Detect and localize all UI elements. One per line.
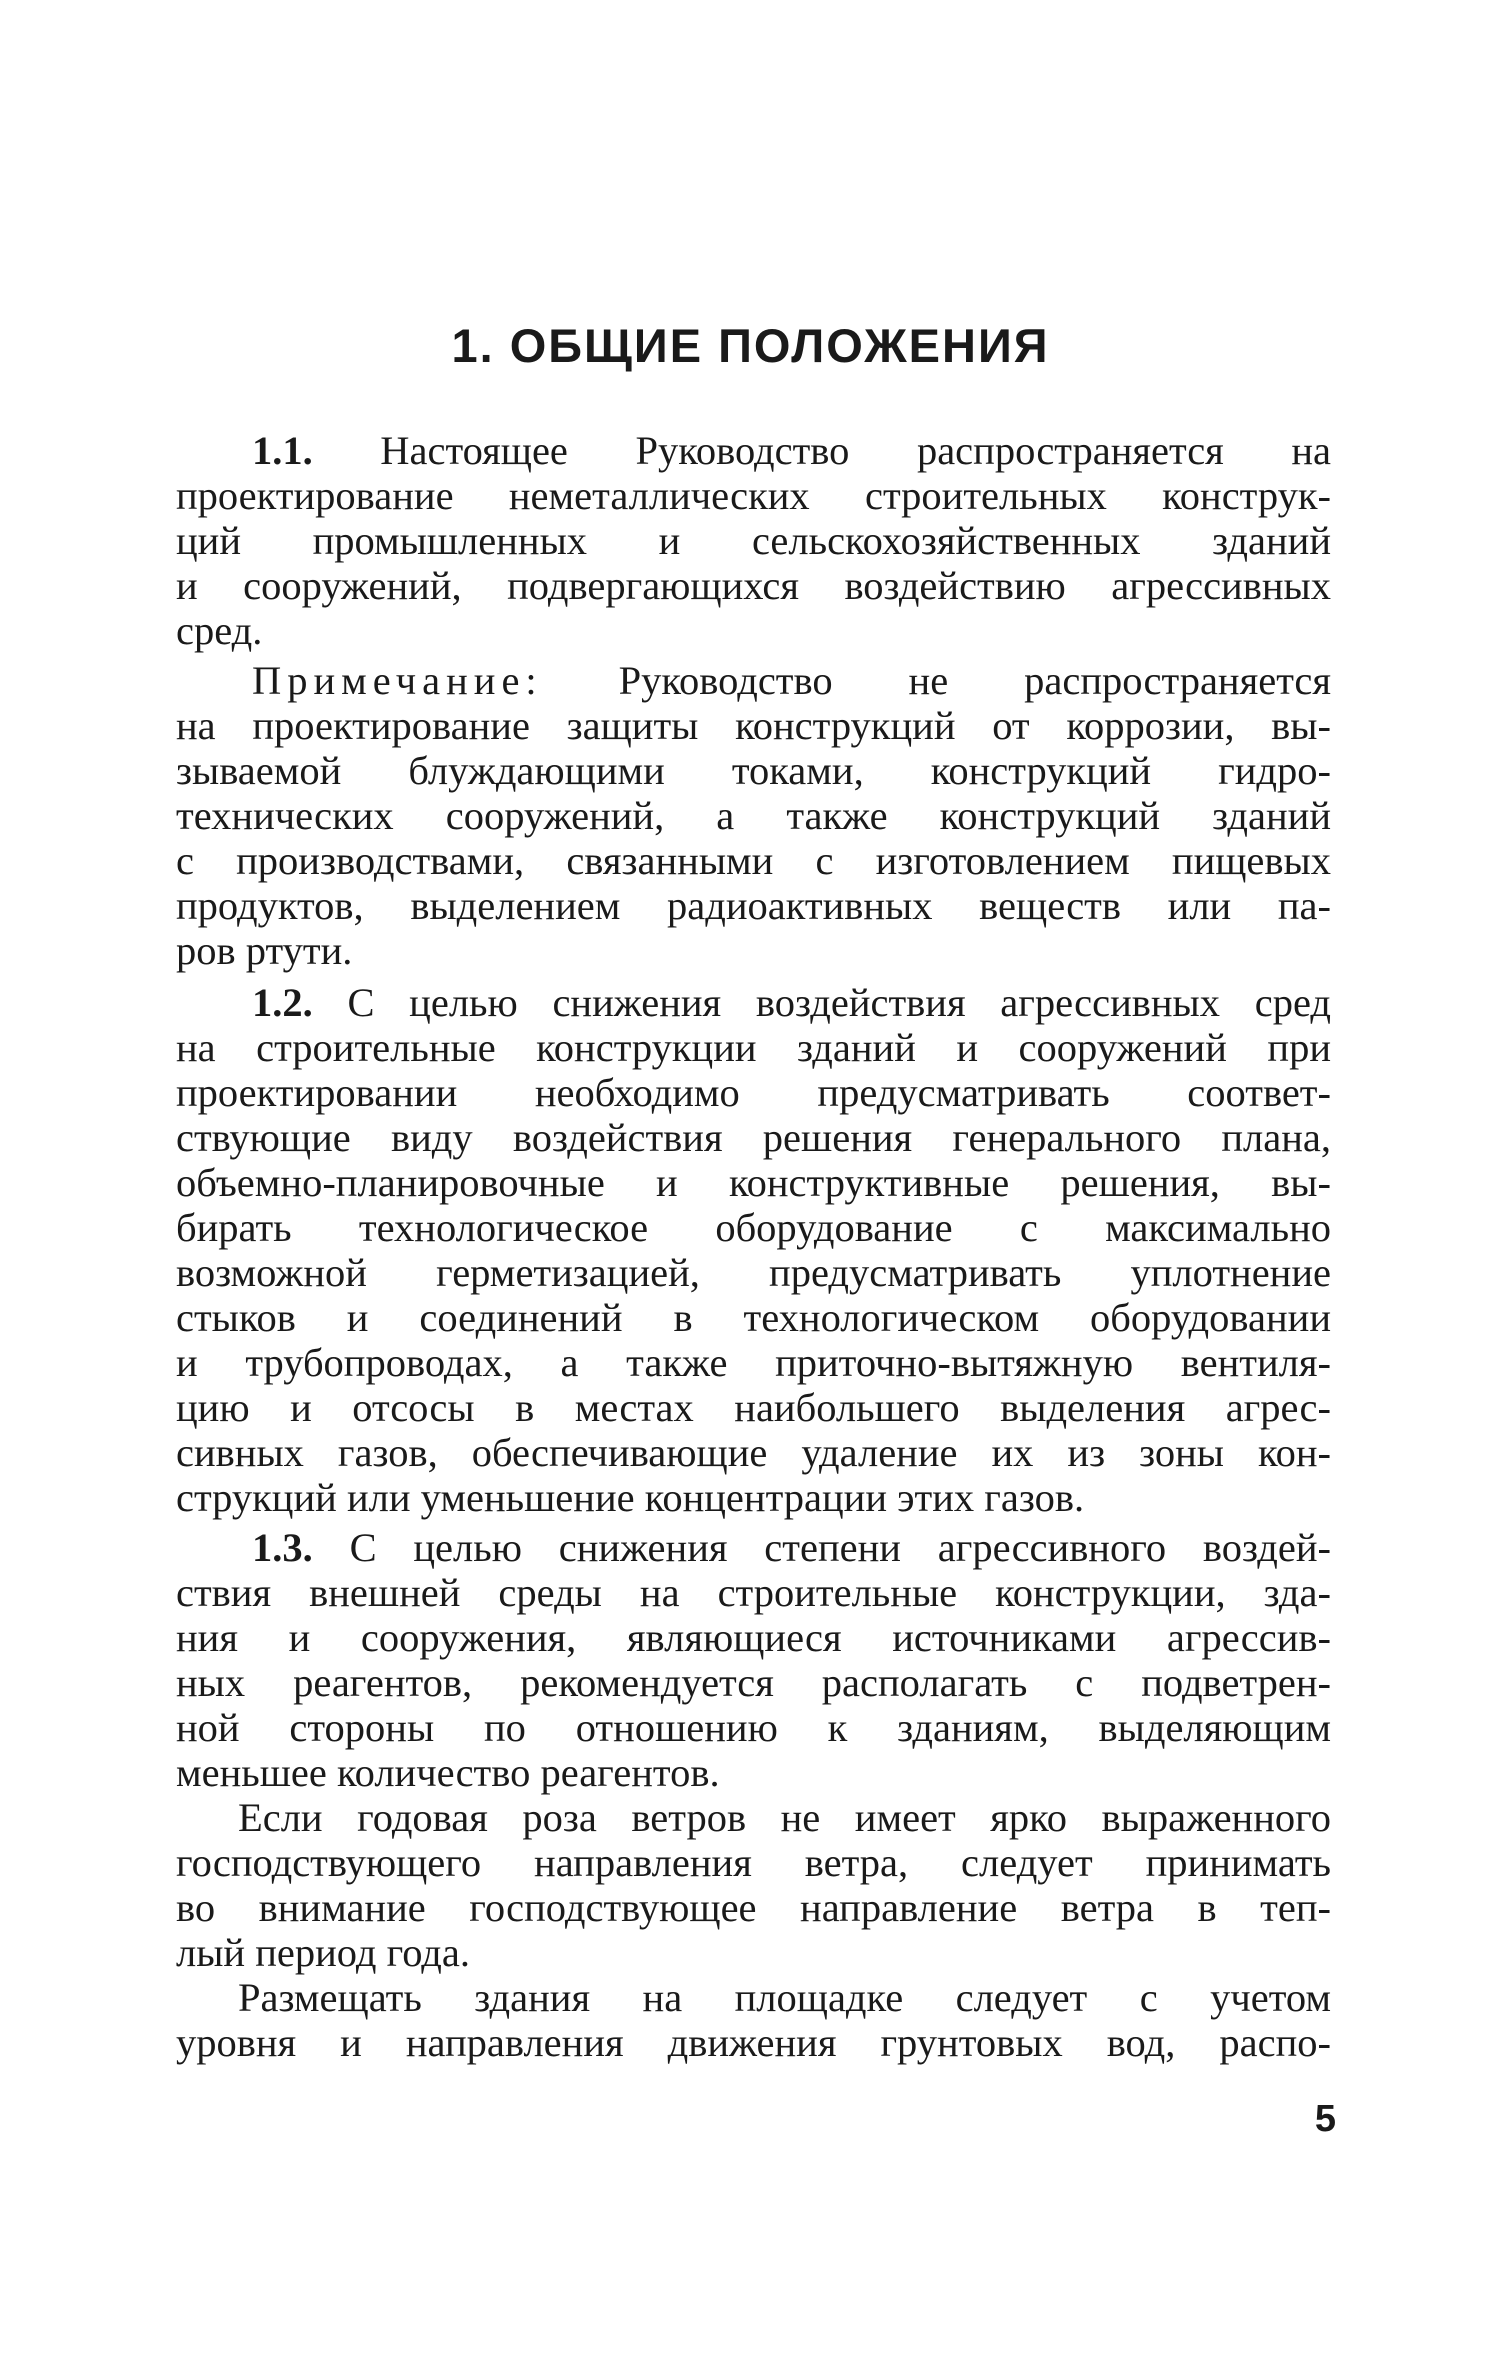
text-line: струкций или уменьшение концентрации этих газов. [176,1475,1085,1520]
note-paragraph [176,658,1331,973]
text-line: с производствами, связанными с изготовлением пищевых [176,838,1331,883]
text-line: цию и отсосы в местах наибольшего выделения агрес- [176,1385,1331,1430]
text-line: Настоящее Руководство распространяется на [380,428,1331,473]
clause-number: 1.3. [252,1525,313,1570]
text-line: уровня и направления движения грунтовых вод, распо- [176,2020,1331,2065]
paragraph-1-2 [176,980,1331,1520]
text-line: продуктов, выделением радиоактивных веществ или па- [176,883,1331,928]
text-line: сред. [176,608,263,653]
text-line: ной стороны по отношению к зданиям, выделяющим [176,1705,1331,1750]
text-line: С целью снижения степени агрессивного воздей- [349,1525,1331,1570]
text-line: ций промышленных и сельскохозяйственных зданий [176,518,1331,563]
clause-number: 1.2. [252,980,313,1025]
text-line: сивных газов, обеспечивающие удаление их из зоны кон- [176,1430,1331,1475]
paragraph-1-1 [176,428,1331,653]
clause-number: 1.1. [252,428,313,473]
text-line: объемно-планировочные и конструктивные решения, вы- [176,1160,1331,1205]
paragraph-1-3 [176,1525,1331,1795]
text-line: и сооружений, подвергающихся воздействию агрессивных [176,563,1331,608]
text-line: Если годовая роза ветров не имеет ярко выраженного [238,1795,1331,1840]
note-label: Примечание: [252,658,543,703]
text-line: технических сооружений, а также конструкций зданий [176,793,1331,838]
page-number: 5 [1314,2098,1336,2140]
text-line: ствия внешней среды на строительные конструкции, зда- [176,1570,1331,1615]
text-line: ния и сооружения, являющиеся источниками агрессив- [176,1615,1331,1660]
paragraph-placement [176,1975,1331,2065]
text-line: проектирование неметаллических строительных конструк- [176,473,1331,518]
text-line: господствующего направления ветра, следует принимать [176,1840,1331,1885]
text-line: ров ртути. [176,928,353,973]
text-line: ствующие виду воздействия решения генерального плана, [176,1115,1331,1160]
text-line: проектировании необходимо предусматривать соответ- [176,1070,1331,1115]
text-line: ных реагентов, рекомендуется располагать с подветрен- [176,1660,1331,1705]
text-line: во внимание господствующее направление ветра в теп- [176,1885,1331,1930]
text-line: лый период года. [176,1930,471,1975]
text-line: меньшее количество реагентов. [176,1750,720,1795]
text-line: на проектирование защиты конструкций от коррозии, вы- [176,703,1331,748]
text-line: зываемой блуждающими токами, конструкций гидро- [176,748,1331,793]
text-line: стыков и соединений в технологическом оборудовании [176,1295,1331,1340]
text-line: возможной герметизацией, предусматривать уплотнение [176,1250,1331,1295]
text-line: на строительные конструкции зданий и сооружений при [176,1025,1331,1070]
text-line: бирать технологическое оборудование с максимально [176,1205,1331,1250]
text-line: и трубопроводах, а также приточно-вытяжную вентиля- [176,1340,1331,1385]
text-line: С целью снижения воздействия агрессивных сред [347,980,1331,1025]
paragraph-wind [176,1795,1331,1975]
text-line: Размещать здания на площадке следует с учетом [238,1975,1331,2020]
section-heading: 1. ОБЩИЕ ПОЛОЖЕНИЯ [451,319,1050,372]
text-line: Руководство не распространяется [618,658,1331,703]
